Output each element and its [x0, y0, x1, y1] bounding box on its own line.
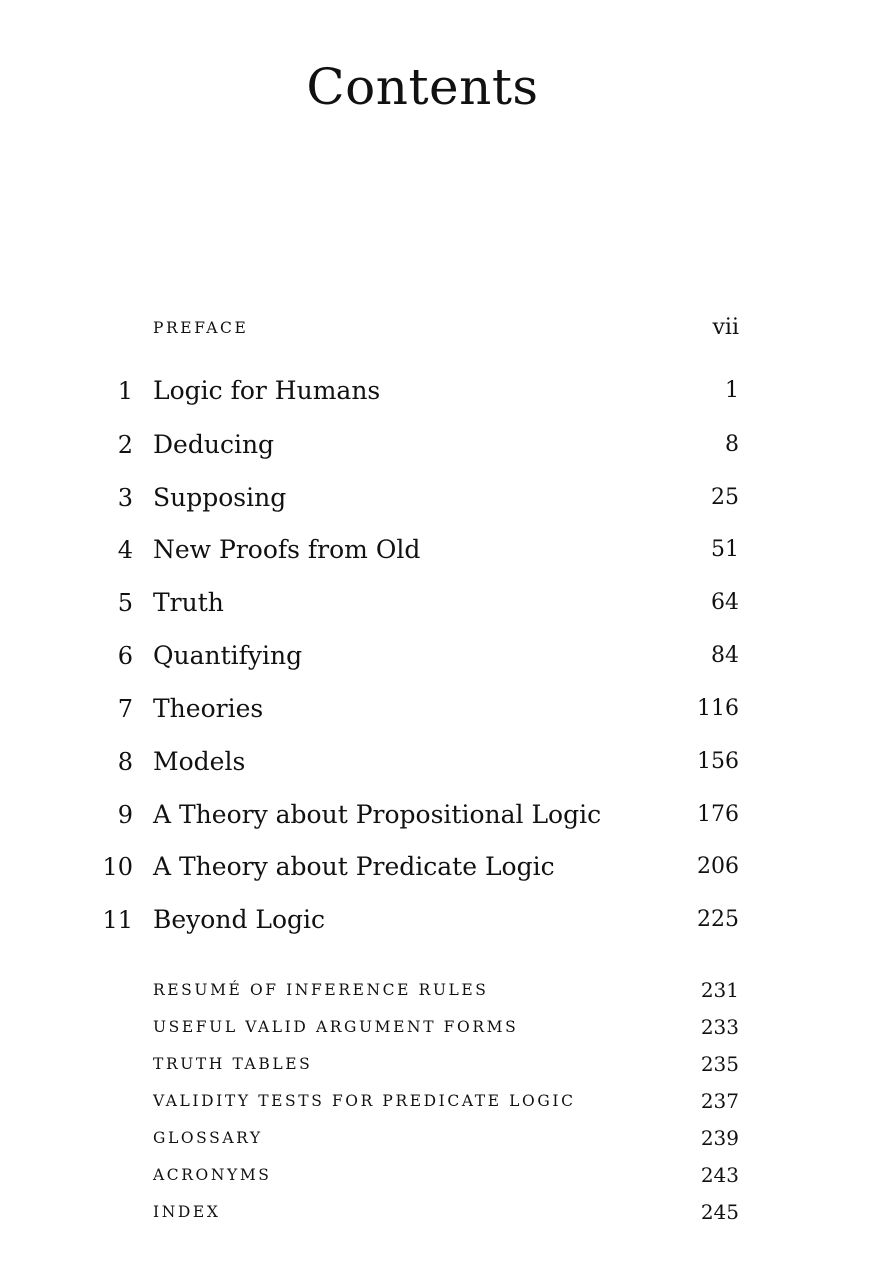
chapter-title: Logic for Humans: [153, 376, 381, 405]
chapter-title: Quantifying: [153, 641, 303, 670]
toc-entry-label: VALIDITY TESTS FOR PREDICATE LOGIC: [153, 1092, 576, 1110]
toc-entry-page: 235: [700, 1052, 739, 1076]
toc-entry-page: 237: [700, 1089, 739, 1113]
chapter-page: 51: [711, 537, 739, 562]
toc-entry-label: TRUTH TABLES: [153, 1055, 313, 1073]
toc-entry-label: ACRONYMS: [153, 1166, 272, 1184]
chapter-page: 64: [711, 590, 739, 615]
chapter-page: 156: [697, 749, 739, 774]
chapter-number: 3: [117, 484, 133, 512]
toc-entry-label: GLOSSARY: [153, 1129, 263, 1147]
toc-entry-useful-valid-argument-forms[interactable]: [0, 1010, 878, 1044]
chapter-page: 84: [711, 643, 739, 668]
toc-chapter-7[interactable]: [0, 692, 878, 726]
chapter-page: 206: [697, 854, 739, 879]
toc-entry-acronyms[interactable]: [0, 1158, 878, 1192]
chapter-title: Models: [153, 747, 246, 776]
chapter-title: Deducing: [153, 430, 275, 459]
toc-entry-index[interactable]: [0, 1195, 878, 1229]
toc-entry-page: 231: [700, 978, 739, 1002]
chapter-page: 176: [697, 802, 739, 827]
chapter-page: 8: [725, 432, 739, 457]
toc-entry-label: PREFACE: [153, 319, 249, 337]
chapter-number: 11: [102, 906, 133, 934]
toc-chapter-11[interactable]: [0, 903, 878, 937]
toc-chapter-10[interactable]: [0, 850, 878, 884]
toc-entry-validity-tests[interactable]: [0, 1084, 878, 1118]
toc-entry-page: 243: [700, 1163, 739, 1187]
chapter-number: 1: [117, 377, 133, 405]
chapter-number: 8: [117, 748, 133, 776]
chapter-page: 116: [697, 696, 739, 721]
toc-entry-page: vii: [712, 315, 739, 340]
toc-chapter-2[interactable]: [0, 428, 878, 462]
toc-entry-preface[interactable]: [0, 311, 878, 345]
toc-entry-resume-of-inference-rules[interactable]: [0, 973, 878, 1007]
toc-entry-page: 245: [700, 1200, 739, 1224]
chapter-title: Supposing: [153, 483, 287, 512]
chapter-number: 10: [102, 853, 133, 881]
toc-entry-page: 239: [700, 1126, 739, 1150]
toc-entry-page: 233: [700, 1015, 739, 1039]
chapter-title: Theories: [153, 694, 264, 723]
chapter-title: A Theory about Propositional Logic: [153, 800, 602, 829]
chapter-page: 225: [697, 907, 739, 932]
chapter-number: 9: [117, 801, 133, 829]
chapter-number: 7: [117, 695, 133, 723]
toc-chapter-5[interactable]: [0, 586, 878, 620]
toc-chapter-6[interactable]: [0, 639, 878, 673]
chapter-title: New Proofs from Old: [153, 535, 421, 564]
toc-entry-label: RESUMÉ OF INFERENCE RULES: [153, 981, 489, 999]
toc-entry-label: INDEX: [153, 1203, 221, 1221]
chapter-number: 2: [117, 431, 133, 459]
chapter-number: 5: [117, 589, 133, 617]
toc-chapter-8[interactable]: [0, 745, 878, 779]
toc-chapter-9[interactable]: [0, 798, 878, 832]
page-title: Contents: [306, 58, 539, 116]
chapter-number: 6: [117, 642, 133, 670]
toc-entry-glossary[interactable]: [0, 1121, 878, 1155]
toc-entry-truth-tables[interactable]: [0, 1047, 878, 1081]
toc-chapter-4[interactable]: [0, 533, 878, 567]
chapter-page: 25: [711, 485, 739, 510]
chapter-title: Truth: [153, 588, 224, 617]
toc-chapter-3[interactable]: [0, 481, 878, 515]
toc-entry-label: USEFUL VALID ARGUMENT FORMS: [153, 1018, 519, 1036]
chapter-number: 4: [117, 536, 133, 564]
chapter-title: Beyond Logic: [153, 905, 326, 934]
chapter-page: 1: [725, 378, 739, 403]
chapter-title: A Theory about Predicate Logic: [153, 852, 555, 881]
toc-chapter-1[interactable]: [0, 374, 878, 408]
